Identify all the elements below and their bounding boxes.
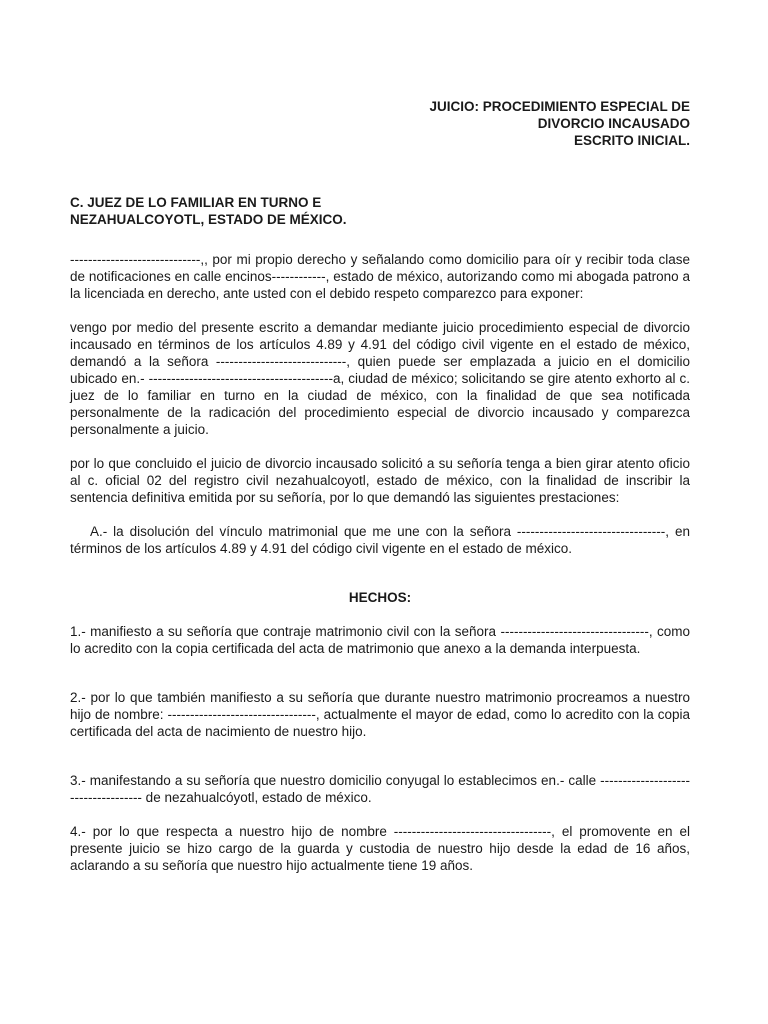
document-heading [70,98,690,149]
paragraph-demand: vengo por medio del presente escrito a demandar mediante juicio procedimiento especial de divorcio incausado en términos de los artículos 4.89 y 4.91 del código civil vigente en el estado de méxico, demandó a la señora -----------------------------, quien puede ser emplazada a juicio en el domicilio ubicado en.- -----------------------------------------a, ciudad de méxico; solicitando se gire atento exhorto al c. juez de lo familiar en turno en la ciudad de méxico, con la finalidad de que sea notificada personalmente de la radicación del procedimiento especial de divorcio incausado y comparezca personalmente a juicio. [70,320,690,437]
addressee-line-2: NEZAHUALCOYOTL, ESTADO DE MÉXICO. [70,212,347,227]
addressee-line-1: C. JUEZ DE LO FAMILIAR EN TURNO E [70,195,322,210]
heading-line-2: DIVORCIO INCAUSADO [537,116,690,131]
hecho-1: 1.- manifiesto a su señoría que contraje matrimonio civil con la señora ---------------------------------, como lo acredito con la copia certificada del acta de matrimonio que anexo a la demanda interpuesta. [70,624,690,656]
hechos-title: HECHOS: [348,590,412,605]
hecho-2: 2.- por lo que también manifiesto a su señoría que durante nuestro matrimonio procreamos a nuestro hijo de nombre: ---------------------------------, actualmente el mayor de edad, como lo acredito con la copia certificada del acta de nacimiento de nuestro hijo. [70,690,690,739]
paragraph-prestacion-a: A.- la disolución del vínculo matrimonial que me une con la señora ---------------------------------, en términos de los artículos 4.89 y 4.91 del código civil vigente en el estado de méxico. [70,524,690,556]
hecho-4: 4.- por lo que respecta a nuestro hijo de nombre -----------------------------------, el promovente en el presente juicio se hizo cargo de la guarda y custodia de nuestro hijo desde la edad de 16 años, aclarando a su señoría que nuestro hijo actualmente tiene 19 años. [70,824,690,873]
paragraph-introduction: -----------------------------,, por mi propio derecho y señalando como domicilio para oír y recibir toda clase de notificaciones en calle encinos------------, estado de méxico, autorizando como mi abogada patrono a la licenciada en derecho, ante usted con el debido respeto comparezco para exponer: [70,252,690,301]
document-page [70,98,690,874]
addressee-block [70,194,690,228]
hecho-3: 3.- manifestando a su señoría que nuestro domicilio conyugal lo establecimos en.- calle ------------------------------------ de nezahualcóyotl, estado de méxico. [70,773,690,805]
paragraph-request: por lo que concluido el juicio de divorcio incausado solicitó a su señoría tenga a bien girar atento oficio al c. oficial 02 del registro civil nezahualcoyotl, estado de méxico, con la finalidad de inscribir la sentencia definitiva emitida por su señoría, por lo que demandó las siguientes prestaciones: [70,456,690,505]
heading-line-1: JUICIO: PROCEDIMIENTO ESPECIAL DE [429,99,690,114]
heading-line-3: ESCRITO INICIAL. [573,133,690,148]
